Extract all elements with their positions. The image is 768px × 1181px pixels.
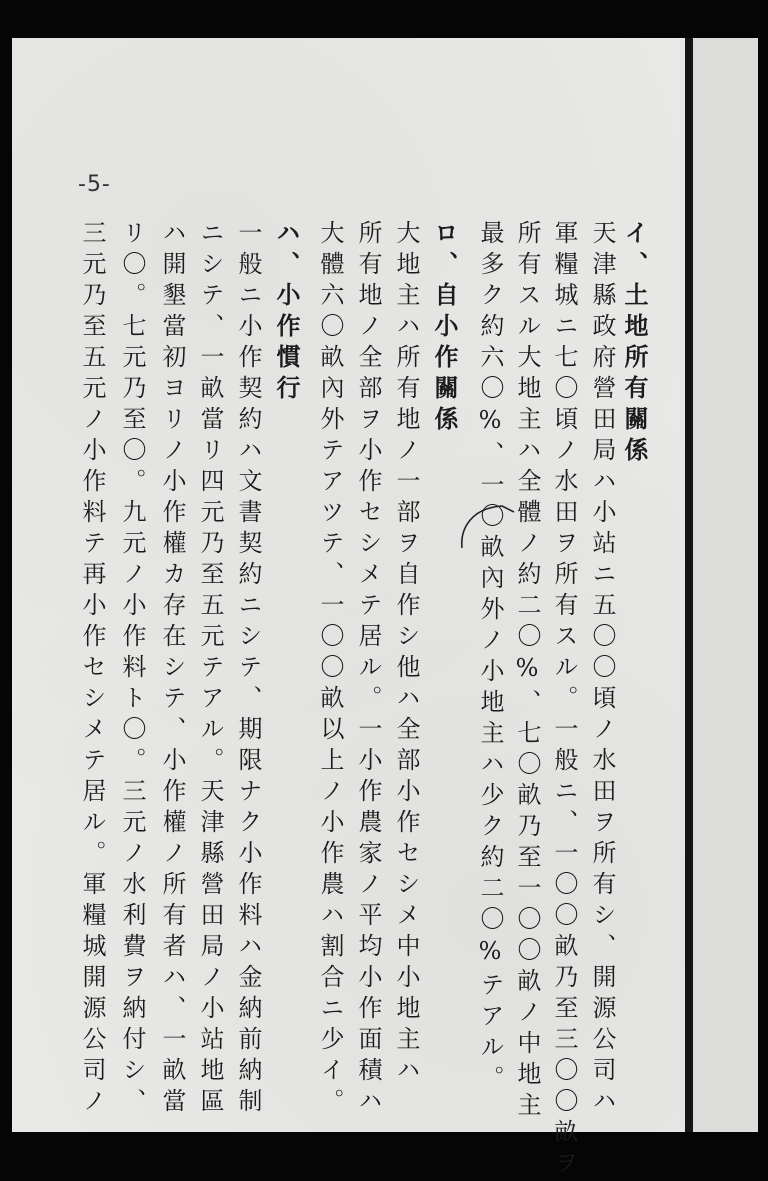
text-column-5: 大地主ハ所有地ノ一部ヲ自作シ他ハ全部小作セシメ中小地主ハ: [392, 220, 420, 1088]
text-column-1: 天津縣政府營田局ハ小站ニ五〇〇頃ノ水田ヲ所有シ、開源公司ハ: [588, 220, 616, 1119]
text-column-3: 所有スル大地主ハ全體ノ約二〇%、七〇畝乃至一〇〇畝ノ中地主: [513, 220, 541, 1123]
section-heading-tenancy-customs: ハ、小作慣行: [272, 220, 301, 406]
text-column-6: 所有地ノ全部ヲ小作セシメテ居ル。一小作農家ノ平均小作面積ハ: [354, 220, 382, 1119]
text-column-11: リ〇。七元乃至〇。九元ノ小作料ト〇。三元ノ水利費ヲ納付シ、: [118, 220, 146, 1119]
section-heading-land-ownership: イ、土地所有關係: [620, 220, 649, 468]
book-spine: [685, 38, 693, 1132]
text-column-7: 大體六〇畝內外テアツテ、一〇〇畝以上ノ小作農ハ割合ニ少イ。: [316, 220, 344, 1119]
adjacent-page-edge: [693, 38, 758, 1132]
text-column-10: ハ開墾當初ヨリノ小作權カ存在シテ、小作權ノ所有者ハ、一畝當: [158, 220, 186, 1119]
text-column-4: 最多ク約六〇%、一〇畝內外ノ小地主ハ少ク約二〇%テアル。: [476, 220, 504, 1096]
text-column-9: ニシテ、一畝當リ四元乃至五元テアル。天津縣營田局ノ小站地區: [196, 220, 224, 1119]
section-heading-tenancy-relations: ロ、自小作關係: [430, 220, 459, 437]
page-number: -5-: [78, 172, 111, 197]
text-column-2: 軍糧城ニ七〇頃ノ水田ヲ所有スル。一般ニ、一〇〇畝乃至三〇〇畝ヲ: [550, 220, 578, 1181]
handwritten-bracket-mark: [458, 498, 518, 554]
text-column-12: 三元乃至五元ノ小作料テ再小作セシメテ居ル。軍糧城開源公司ノ: [78, 220, 106, 1119]
text-column-8: 一般ニ小作契約ハ文書契約ニシテ、期限ナク小作料ハ金納前納制: [234, 220, 262, 1119]
